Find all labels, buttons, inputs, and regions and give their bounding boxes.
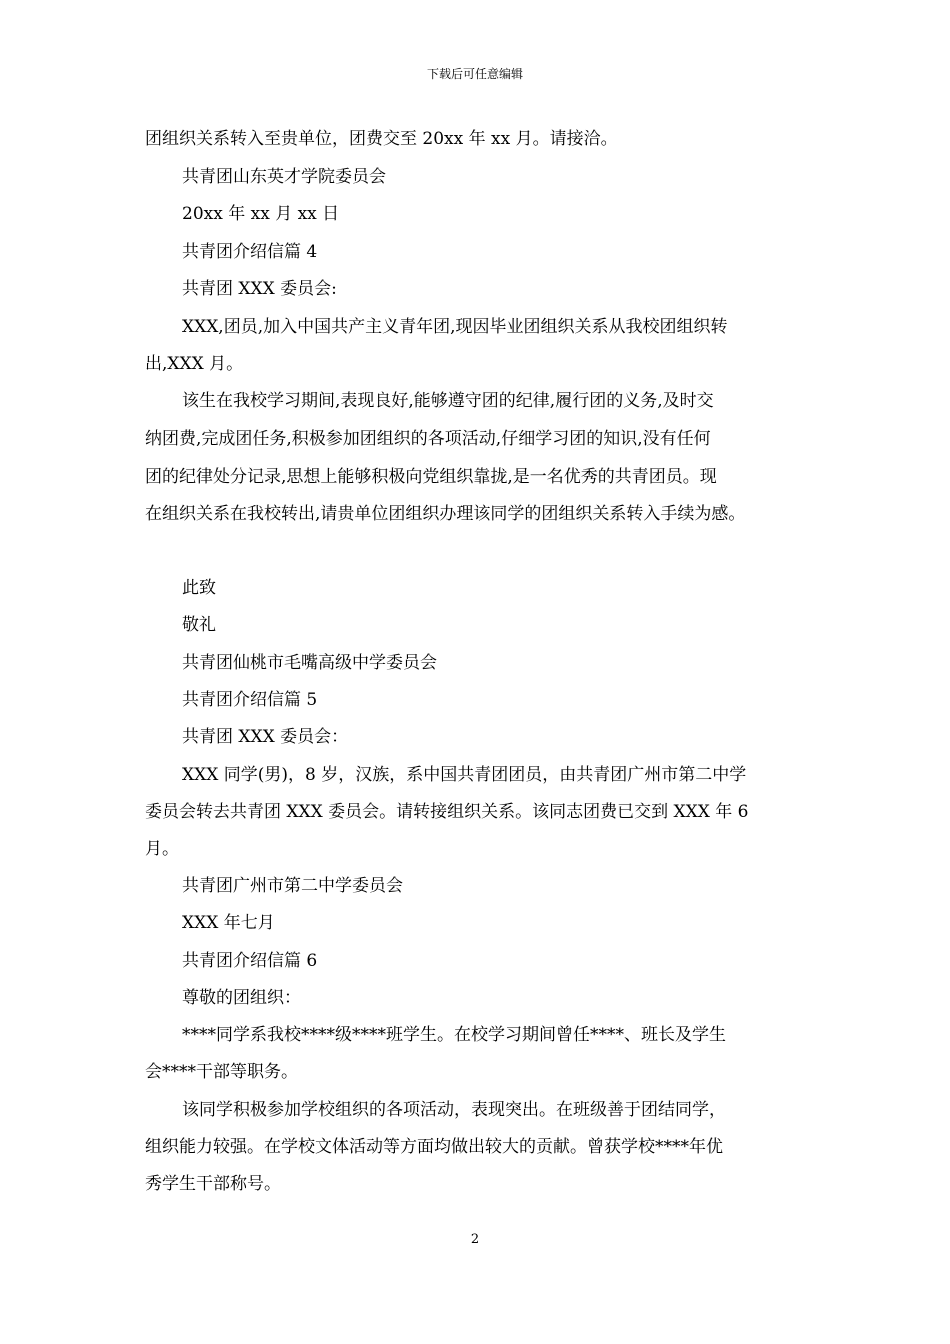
text-line: 20xx 年 xx 月 xx 日 [182, 204, 340, 224]
text-line: XXX 年七月 [182, 913, 275, 933]
section-heading: 共青团介绍信篇 6 [182, 951, 318, 971]
text-line: 共青团山东英才学院委员会 [182, 167, 386, 187]
page-header: 下载后可任意编辑 [426, 67, 523, 81]
section-heading: 共青团介绍信篇 5 [182, 690, 318, 710]
text-line: 秀学生干部称号。 [145, 1174, 281, 1194]
text-line: 共青团 XXX 委员会： [182, 727, 349, 747]
text-line: 尊敬的团组织： [182, 988, 301, 1008]
text-line: 纳团费,完成团任务,积极参加团组织的各项活动,仔细学习团的知识,没有任何 [145, 429, 711, 449]
page-number: 2 [470, 1232, 480, 1247]
text-line: XXX,团员,加入中国共产主义青年团,现因毕业团组织关系从我校团组织转 [182, 317, 728, 337]
text-line: 共青团广州市第二中学委员会 [182, 876, 403, 896]
text-line: 团的纪律处分记录,思想上能够积极向党组织靠拢,是一名优秀的共青团员。现 [145, 467, 717, 487]
section-heading: 共青团介绍信篇 4 [182, 242, 318, 262]
text-line: 此致 [182, 578, 216, 598]
text-line: 在组织关系在我校转出,请贵单位团组织办理该同学的团组织关系转入手续为感。 [145, 504, 746, 524]
text-line: 敬礼 [182, 615, 216, 635]
text-line: 月。 [145, 839, 179, 859]
text-line: 出,XXX 月。 [145, 354, 244, 374]
text-line: 团组织关系转入至贵单位，团费交至 20xx 年 xx 月。请接洽。 [145, 129, 618, 149]
text-line: 组织能力较强。在学校文体活动等方面均做出较大的贡献。曾获学校****年优 [145, 1137, 723, 1157]
text-line: 委员会转去共青团 XXX 委员会。请转接组织关系。该同志团费已交到 XXX 年 6 [145, 802, 749, 822]
text-line: 会****干部等职务。 [145, 1062, 298, 1082]
text-line: 该生在我校学习期间,表现良好,能够遵守团的纪律,履行团的义务,及时交 [182, 391, 714, 411]
text-line: 共青团仙桃市毛嘴高级中学委员会 [182, 653, 437, 673]
text-line: XXX 同学(男)，8 岁，汉族，系中国共青团团员，由共青团广州市第二中学 [182, 765, 747, 785]
text-line: 共青团 XXX 委员会: [182, 279, 337, 299]
text-line: ****同学系我校****级****班学生。在校学习期间曾任****、班长及学生 [182, 1025, 726, 1045]
text-line: 该同学积极参加学校组织的各项活动，表现突出。在班级善于团结同学， [182, 1100, 726, 1120]
